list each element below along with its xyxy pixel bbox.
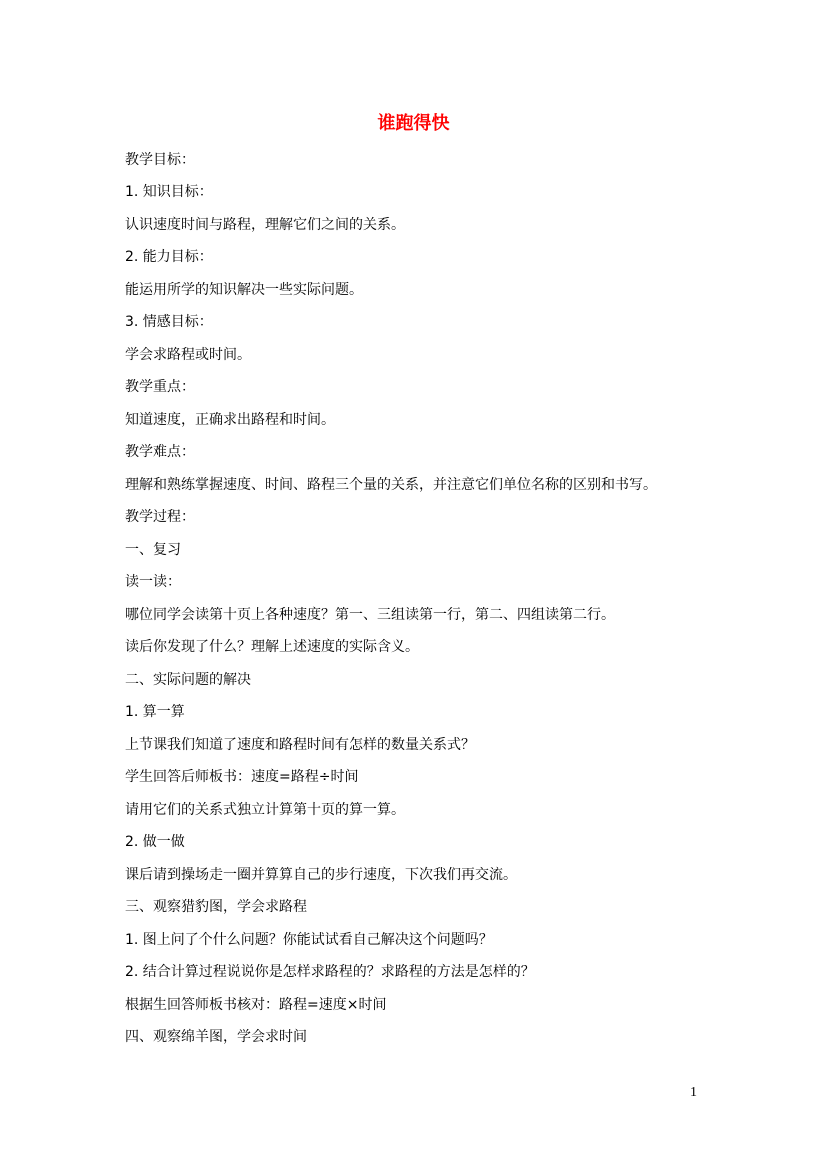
body-line: 3. 情感目标： xyxy=(125,314,213,330)
body-line: 教学过程： xyxy=(125,509,195,525)
body-line: 教学重点： xyxy=(125,379,195,395)
body-line: 课后请到操场走一圈并算算自己的步行速度，下次我们再交流。 xyxy=(125,867,517,883)
body-line: 读一读： xyxy=(125,574,181,590)
body-line: 教学难点： xyxy=(125,444,195,460)
body-line: 教学目标： xyxy=(125,152,195,168)
body-line: 三、观察猎豹图，学会求路程 xyxy=(125,899,307,915)
body-line: 1. 图上问了个什么问题？你能试试看自己解决这个问题吗？ xyxy=(125,932,493,948)
body-line: 学生回答后师板书：速度=路程÷时间 xyxy=(125,769,359,785)
body-line: 一、复习 xyxy=(125,542,181,558)
page-number: 1 xyxy=(690,1085,697,1100)
body-line: 哪位同学会读第十页上各种速度？第一、三组读第一行，第二、四组读第二行。 xyxy=(125,607,615,623)
body-line: 上节课我们知道了速度和路程时间有怎样的数量关系式？ xyxy=(125,737,475,753)
body-line: 学会求路程或时间。 xyxy=(125,347,251,363)
body-line: 2. 能力目标： xyxy=(125,249,213,265)
document-title: 谁跑得快 xyxy=(377,113,450,134)
body-line: 2. 结合计算过程说说你是怎样求路程的？求路程的方法是怎样的？ xyxy=(125,964,535,980)
body-line: 读后你发现了什么？理解上述速度的实际含义。 xyxy=(125,639,419,655)
body-line: 理解和熟练掌握速度、时间、路程三个量的关系，并注意它们单位名称的区别和书写。 xyxy=(125,477,657,493)
body-line: 认识速度时间与路程，理解它们之间的关系。 xyxy=(125,217,405,233)
body-line: 请用它们的关系式独立计算第十页的算一算。 xyxy=(125,802,405,818)
body-line: 能运用所学的知识解决一些实际问题。 xyxy=(125,282,363,298)
body-line: 1. 算一算 xyxy=(125,704,185,720)
body-line: 1. 知识目标： xyxy=(125,184,213,200)
body-line: 二、实际问题的解决 xyxy=(125,672,251,688)
body-line: 根据生回答师板书核对：路程=速度×时间 xyxy=(125,997,387,1013)
body-line: 2. 做一做 xyxy=(125,834,185,850)
body-line: 知道速度，正确求出路程和时间。 xyxy=(125,412,335,428)
body-line: 四、观察绵羊图，学会求时间 xyxy=(125,1029,307,1045)
